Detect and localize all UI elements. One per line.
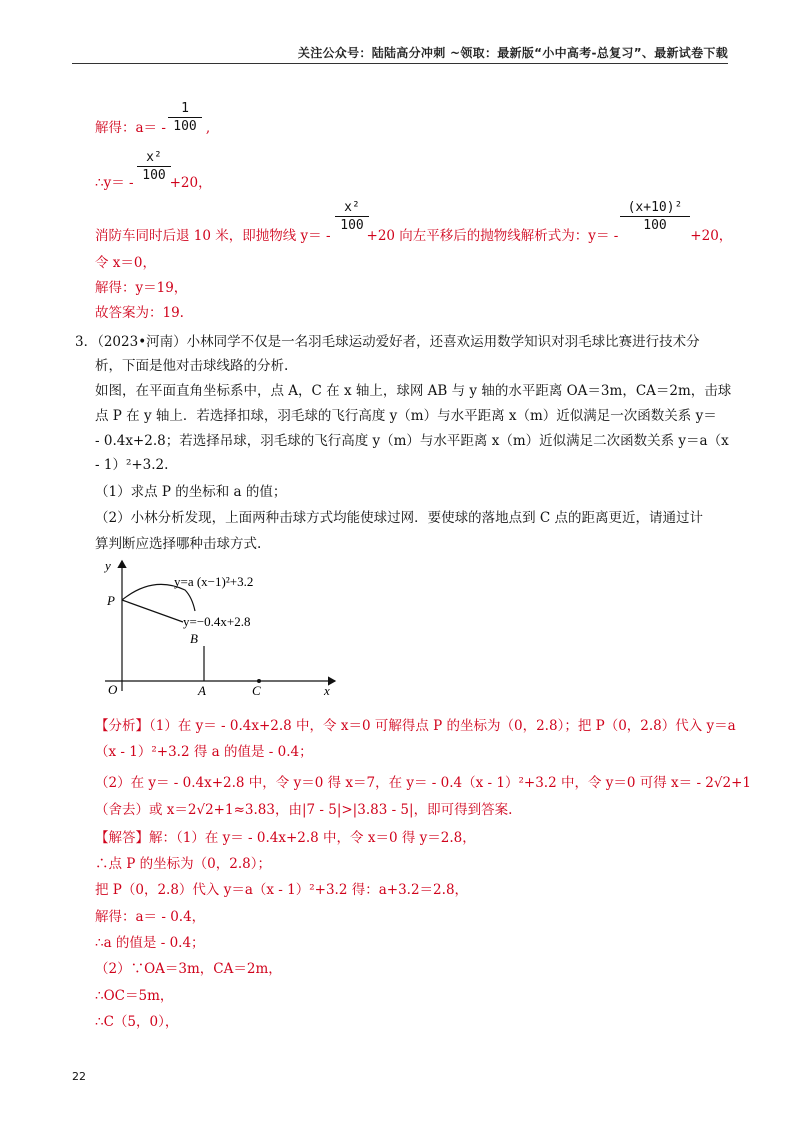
solve-a-prefix: 解得：a＝ - (95, 120, 166, 136)
problem-line-3: 如图，在平面直角坐标系中，点 A，C 在 x 轴上，球网 AB 与 y 轴的水平距离 OA＝3m，CA＝2m，击球 (95, 383, 732, 399)
solution-line-4: 解得：a＝ - 0.4， (95, 909, 206, 925)
therefore-y-prefix: ∴y＝ - (95, 175, 134, 191)
fraction-denominator: 100 (335, 216, 369, 233)
let-x-line: 令 x＝0， (95, 255, 156, 271)
therefore-y-suffix: +20， (169, 175, 212, 191)
analysis-line-3: （2）在 y＝ - 0.4x+2.8 中，令 y＝0 得 x＝7，在 y＝ - 0.4（x - 1）²+3.2 中，令 y＝0 可得 x＝ - 2√2+1 (95, 775, 751, 791)
problem-line-2: 析，下面是他对击球线路的分析. (95, 358, 289, 374)
solution-line-3: 把 P（0，2.8）代入 y＝a（x - 1）²+3.2 得：a+3.2＝2.8， (95, 882, 469, 898)
fire-part-3: +20， (690, 228, 733, 244)
page-number: 22 (72, 1070, 86, 1083)
question-2-line-2: 算判断应选择哪种击球方式. (95, 536, 262, 552)
fraction-x2-over-100 (137, 150, 171, 183)
solution-line-8: ∴C（5，0）， (95, 1014, 179, 1030)
linear-trajectory (122, 600, 183, 622)
y-axis-label: y (105, 558, 111, 573)
solve-y-line: 解得：y＝19， (95, 280, 188, 296)
solution-line-6: （2）∵OA＝3m，CA＝2m， (95, 961, 282, 977)
question-2-line-1: （2）小林分析发现，上面两种击球方式均能使球过网．要使球的落地点到 C 点的距离更近，请通过计 (95, 510, 703, 526)
origin-label: O (108, 682, 118, 697)
point-a-label: A (198, 683, 206, 698)
analysis-line-1: 【分析】（1）在 y＝ - 0.4x+2.8 中，令 x＝0 可解得点 P 的坐标为（0，2.8）；把 P（0，2.8）代入 y＝a (95, 718, 736, 734)
problem-line-1: 3．（2023•河南）小林同学不仅是一名羽毛球运动爱好者，还喜欢运用数学知识对羽毛球比赛进行技术分 (75, 334, 700, 350)
problem-line-5: - 0.4x+2.8；若选择吊球，羽毛球的飞行高度 y（m）与水平距离 x（m）近似满足二次函数关系 y＝a（x (95, 433, 729, 449)
trajectory-figure (95, 555, 355, 705)
page-header: 关注公众号：陆陆高分冲刺 ~领取：最新版“小中高考-总复习”、最新试卷下载 (297, 46, 728, 60)
fraction-numerator: x² (344, 200, 360, 215)
solution-line-5: ∴a 的值是 - 0.4； (95, 935, 205, 951)
point-p-label: P (107, 593, 115, 608)
solution-line-7: ∴OC＝5m， (95, 988, 174, 1004)
line-equation: y=−0.4x+2.8 (183, 614, 251, 629)
solution-line-1: 【解答】解：（1）在 y＝ - 0.4x+2.8 中，令 x＝0 得 y＝2.8， (95, 830, 476, 846)
fraction-denominator: 100 (168, 117, 202, 134)
fraction-numerator: x² (146, 150, 162, 165)
header-rule (72, 63, 728, 64)
question-1: （1）求点 P 的坐标和 a 的值； (95, 484, 287, 500)
fraction-numerator: 1 (181, 101, 189, 116)
point-b-label: B (190, 631, 198, 646)
answer-line: 故答案为：19. (95, 305, 184, 321)
fire-part-1: 消防车同时后退 10 米，即抛物线 y＝ - (95, 228, 331, 244)
fraction-1-over-100 (168, 101, 202, 134)
fraction-x2-over-100-b (335, 200, 369, 233)
x-axis-label: x (324, 683, 330, 698)
parabola-equation: y=a (x−1)²+3.2 (174, 574, 254, 589)
fraction-numerator: (x+10)² (627, 200, 683, 215)
point-c-label: C (252, 683, 261, 698)
analysis-line-4: （舍去）或 x＝2√2+1≈3.83，由|7 - 5|>|3.83 - 5|，即可得到答案. (95, 802, 513, 818)
fraction-denominator: 100 (137, 166, 171, 183)
analysis-line-2: （x - 1）²+3.2 得 a 的值是 - 0.4； (95, 744, 313, 760)
fire-part-2: +20 向左平移后的抛物线解析式为：y＝ - (366, 228, 619, 244)
solve-a-suffix: , (205, 120, 211, 136)
fraction-denominator: 100 (620, 216, 690, 233)
problem-line-6: - 1）²+3.2. (95, 457, 169, 473)
fraction-shifted-parabola (620, 200, 690, 233)
solution-line-2: ∴点 P 的坐标为（0，2.8）； (95, 856, 271, 872)
problem-line-4: 点 P 在 y 轴上．若选择扣球，羽毛球的飞行高度 y（m）与水平距离 x（m）近似满足一次函数关系 y＝ (95, 408, 717, 424)
